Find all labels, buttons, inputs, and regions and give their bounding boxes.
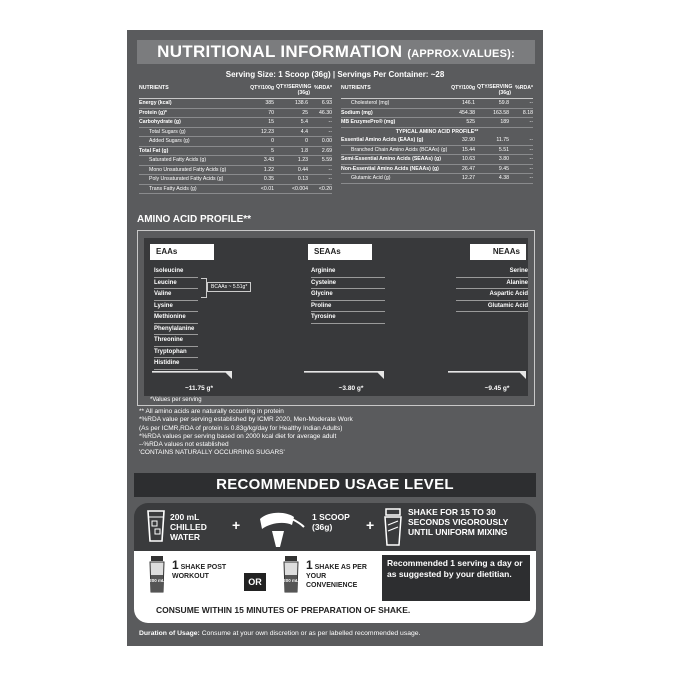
value-per100g: 12.23 xyxy=(261,128,274,135)
table-row xyxy=(139,156,332,166)
nutrient-name: Mono Unsaturated Fatty Acids (g) xyxy=(149,166,227,173)
shaker-icon xyxy=(382,507,404,547)
table-row xyxy=(139,166,332,176)
value-per100g: 10.63 xyxy=(462,156,475,162)
value-rda: -- xyxy=(328,176,332,182)
table-row xyxy=(341,146,533,156)
value-per100g: 15.44 xyxy=(462,146,475,153)
neaas-header: NEAAs xyxy=(470,244,526,260)
step-shake: SHAKE FOR 15 TO 30 SECONDS VIGOROUSLY UNTIL UNIFORM MIXING xyxy=(408,507,509,537)
nutrient-name: MB EnzymePro® (mg) xyxy=(341,119,396,125)
value-perserving: 0.44 xyxy=(297,166,308,173)
serving-info: Serving Size: 1 Scoop (36g) | Servings Per Container: ~28 xyxy=(225,70,445,79)
footnote-line: *%RDA value per serving established by ICMR 2020, Men-Moderate Work xyxy=(139,416,353,424)
option-1-text: SHAKE POST WORKOUT xyxy=(172,564,227,580)
table-row xyxy=(139,147,332,157)
table-row xyxy=(341,165,533,175)
eaas-header: EAAs xyxy=(150,244,214,260)
amino-acid-item: Tyrosine xyxy=(311,312,385,324)
value-perserving: 0.13 xyxy=(297,176,308,182)
amino-acid-item: Methionine xyxy=(154,312,198,324)
nutrient-name: Non-Essential Amino Acids (NEAAs) (g) xyxy=(341,165,439,172)
duration-text: Consume at your own discretion or as per labelled recommended usage. xyxy=(199,630,421,637)
value-per100g: 1.22 xyxy=(263,166,274,173)
neaas-total-marker xyxy=(448,371,526,379)
scoop-icon xyxy=(252,507,308,547)
nutrient-name: Branched Chain Amino Acids (BCAAs) (g) xyxy=(351,146,448,153)
amino-acid-item: Glutamic Acid xyxy=(456,301,528,313)
nutrition-table-right xyxy=(341,84,533,184)
amino-acid-item: Serine xyxy=(456,266,528,278)
value-rda: -- xyxy=(328,119,332,125)
value-per100g: 15 xyxy=(268,119,274,125)
value-perserving: 3.80 xyxy=(498,156,509,162)
nutrient-name: Added Sugars (g) xyxy=(149,138,190,144)
value-per100g: 385 xyxy=(265,100,274,106)
value-perserving: 4.38 xyxy=(498,175,509,181)
footnote-line: 'CONTAINS NATURALLY OCCURRING SUGARS' xyxy=(139,449,285,457)
footnote-line: --%RDA values not established xyxy=(139,441,229,449)
value-per100g: 32.90 xyxy=(462,137,475,143)
amino-acid-item: Arginine xyxy=(311,266,385,278)
value-perserving: 1.23 xyxy=(297,157,308,163)
amino-acid-item: Cysteine xyxy=(311,278,385,290)
usage-title: RECOMMENDED USAGE LEVEL xyxy=(134,473,536,497)
value-rda: -- xyxy=(529,137,533,143)
col-header-perserving: QTY/SERVING (36g) xyxy=(276,84,312,96)
seaas-total-marker xyxy=(304,371,384,379)
col-header-rda: %RDA* xyxy=(314,85,332,91)
value-per100g: 5 xyxy=(271,147,274,154)
amino-acid-item: Valine xyxy=(154,289,198,301)
table-row xyxy=(139,99,332,109)
value-rda: <0.20 xyxy=(318,185,332,192)
nutrient-name: Trans Fatty Acids (g) xyxy=(149,185,197,192)
value-perserving: 25 xyxy=(302,109,308,116)
col-header-per100g: QTY/100g xyxy=(451,85,475,91)
value-perserving: 5.51 xyxy=(498,146,509,153)
table-row xyxy=(139,109,332,119)
nutrient-name: Glutamic Acid (g) xyxy=(351,175,391,181)
table-row xyxy=(139,137,332,147)
table-row xyxy=(139,118,332,128)
col-header-rda: %RDA* xyxy=(515,85,533,91)
amino-acid-item: Leucine xyxy=(154,278,198,290)
table-row xyxy=(139,175,332,185)
seaas-list xyxy=(311,266,385,324)
amino-profile-box xyxy=(137,230,535,406)
amino-acid-item: Alanine xyxy=(456,278,528,290)
value-perserving: 4.4 xyxy=(300,128,308,135)
value-rda: 2.69 xyxy=(321,147,332,154)
value-rda: 46.30 xyxy=(319,109,332,116)
table-header xyxy=(341,84,533,99)
nutrition-title xyxy=(137,40,535,64)
value-perserving: 9.45 xyxy=(498,165,509,172)
option-2-count: 1 xyxy=(306,558,313,572)
value-perserving: <0.004 xyxy=(291,185,308,192)
eaas-list xyxy=(154,266,198,370)
nutrient-name: Energy (kcal) xyxy=(139,100,172,106)
table-row xyxy=(341,174,533,184)
glass-icon xyxy=(146,509,166,543)
value-rda: -- xyxy=(529,175,533,181)
nutrient-name: Poly Unsaturated Fatty Acids (g) xyxy=(149,176,224,182)
table-row xyxy=(341,99,533,109)
value-per100g: 454.38 xyxy=(459,109,475,116)
amino-acid-item: Tryptophan xyxy=(154,347,198,359)
table-row xyxy=(341,136,533,146)
amino-acid-item: Phenylalanine xyxy=(154,324,198,336)
value-perserving: 11.75 xyxy=(496,137,509,143)
neaas-list xyxy=(456,266,528,312)
nutrition-title-text: NUTRITIONAL INFORMATION xyxy=(157,42,403,61)
value-rda: -- xyxy=(328,166,332,173)
col-header-nutrients: NUTRIENTS xyxy=(139,85,169,91)
value-perserving: 1.8 xyxy=(300,147,308,154)
table-row xyxy=(139,185,332,195)
value-perserving: 138.6 xyxy=(295,100,308,106)
option-1-count: 1 xyxy=(172,558,179,572)
value-perserving: 59.8 xyxy=(498,100,509,106)
or-badge: OR xyxy=(244,573,266,591)
nutrient-name: Protein (g)* xyxy=(139,109,167,116)
amino-acid-item: Glycine xyxy=(311,289,385,301)
label-panel xyxy=(127,30,543,646)
value-rda: -- xyxy=(529,146,533,153)
amino-acid-item: Isoleucine xyxy=(154,266,198,278)
col-header-per100g: QTY/100g xyxy=(250,85,274,91)
bottle-icon-1 xyxy=(148,555,166,593)
amino-acid-item: Histidine xyxy=(154,358,198,370)
usage-options xyxy=(134,551,536,623)
value-per100g: <0.01 xyxy=(260,185,274,192)
usage-steps xyxy=(134,503,536,551)
nutrient-name: Total Fat (g) xyxy=(139,147,169,154)
step-scoop: 1 SCOOP (36g) xyxy=(312,512,350,532)
consume-instruction: CONSUME WITHIN 15 MINUTES OF PREPARATION OF SHAKE. xyxy=(156,605,411,615)
nutrition-table-left xyxy=(139,84,332,194)
table-row xyxy=(139,128,332,138)
value-rda: 0.00 xyxy=(321,138,332,144)
nutrient-name: Carbohydrate (g) xyxy=(139,119,181,125)
amino-profile-subheader: TYPICAL AMINO ACID PROFILE** xyxy=(395,128,479,135)
recommendation-box: Recommended 1 serving a day or as suggested by your dietitian. xyxy=(382,555,530,601)
footnote-line: ** All amino acids are naturally occurring in protein xyxy=(139,408,284,415)
value-rda: -- xyxy=(529,100,533,106)
option-convenience xyxy=(306,558,378,590)
value-per100g: 26.47 xyxy=(462,165,475,172)
value-perserving: 5.4 xyxy=(300,119,308,125)
value-per100g: 525 xyxy=(466,119,475,125)
value-rda: -- xyxy=(529,165,533,172)
value-per100g: 12.27 xyxy=(462,175,475,181)
amino-profile-title: AMINO ACID PROFILE** xyxy=(137,214,252,225)
value-rda: 5.59 xyxy=(321,157,332,163)
neaas-total: ~9.45 g* xyxy=(484,385,510,392)
eaas-total-marker xyxy=(152,371,232,379)
amino-acid-item: Proline xyxy=(311,301,385,313)
footnote-line: (As per ICMR,RDA of protein is 0.83g/kg/day for Healthy Indian Adults) xyxy=(139,424,343,432)
value-rda: 8.18 xyxy=(522,109,533,116)
eaas-total: ~11.75 g* xyxy=(184,385,213,392)
value-rda: -- xyxy=(328,128,332,135)
value-rda: -- xyxy=(529,156,533,162)
amino-acid-item: Lysine xyxy=(154,301,198,313)
nutrient-name: Semi-Essential Amino Acids (SEAAs) (g) xyxy=(341,156,441,162)
value-per100g: 3.43 xyxy=(263,157,274,163)
footnotes xyxy=(139,408,529,458)
value-per100g: 0.35 xyxy=(263,176,274,182)
amino-acid-item: Aspartic Acid xyxy=(456,289,528,301)
value-per100g: 70 xyxy=(268,109,274,116)
value-rda: -- xyxy=(529,119,533,125)
nutrition-title-small: (APPROX.VALUES): xyxy=(407,48,515,60)
plus-2: + xyxy=(366,517,375,533)
option-2-text: SHAKE AS PER YOUR CONVENIENCE xyxy=(306,564,367,589)
value-perserving: 189 xyxy=(500,119,509,125)
seaas-header: SEAAs xyxy=(308,244,372,260)
table-row xyxy=(341,109,533,119)
seaas-total: ~3.80 g* xyxy=(338,385,364,392)
col-header-nutrients: NUTRIENTS xyxy=(341,85,371,91)
option-post-workout xyxy=(172,558,242,581)
plus-1: + xyxy=(232,517,241,533)
values-note: *Values per serving xyxy=(150,397,202,403)
nutrient-name: Essential Amino Acids (EAAs) (g) xyxy=(341,137,424,143)
value-perserving: 0 xyxy=(305,138,308,144)
nutrient-name: Saturated Fatty Acids (g) xyxy=(149,157,207,163)
duration-label: Duration of Usage: xyxy=(139,630,200,637)
table-row xyxy=(341,155,533,165)
footnote-line: *%RDA values per serving based on 2000 kcal diet for average adult xyxy=(139,432,337,440)
step-water: 200 mL CHILLED WATER xyxy=(170,512,207,542)
amino-acid-item: Threonine xyxy=(154,335,198,347)
duration-of-usage xyxy=(139,630,420,637)
bottle-icon-2 xyxy=(282,555,300,593)
bottle-label-2: 200 mL xyxy=(283,578,299,583)
nutrient-name: Sodium (mg) xyxy=(341,109,373,116)
value-rda: 6.93 xyxy=(321,100,332,106)
amino-profile-inner xyxy=(144,238,528,403)
bcaa-note: BCAAs ~ 5.51g* xyxy=(207,282,251,292)
value-per100g: 146.1 xyxy=(462,100,475,106)
nutrient-name: Cholesterol (mg) xyxy=(351,100,390,106)
value-perserving: 163.58 xyxy=(493,109,509,116)
nutrient-name: Total Sugars (g) xyxy=(149,128,186,135)
table-row xyxy=(341,118,533,128)
col-header-perserving: QTY/SERVING (36g) xyxy=(477,84,513,96)
table-header xyxy=(139,84,332,99)
bottle-label-1: 200 mL xyxy=(149,578,165,583)
value-per100g: 0 xyxy=(271,138,274,144)
